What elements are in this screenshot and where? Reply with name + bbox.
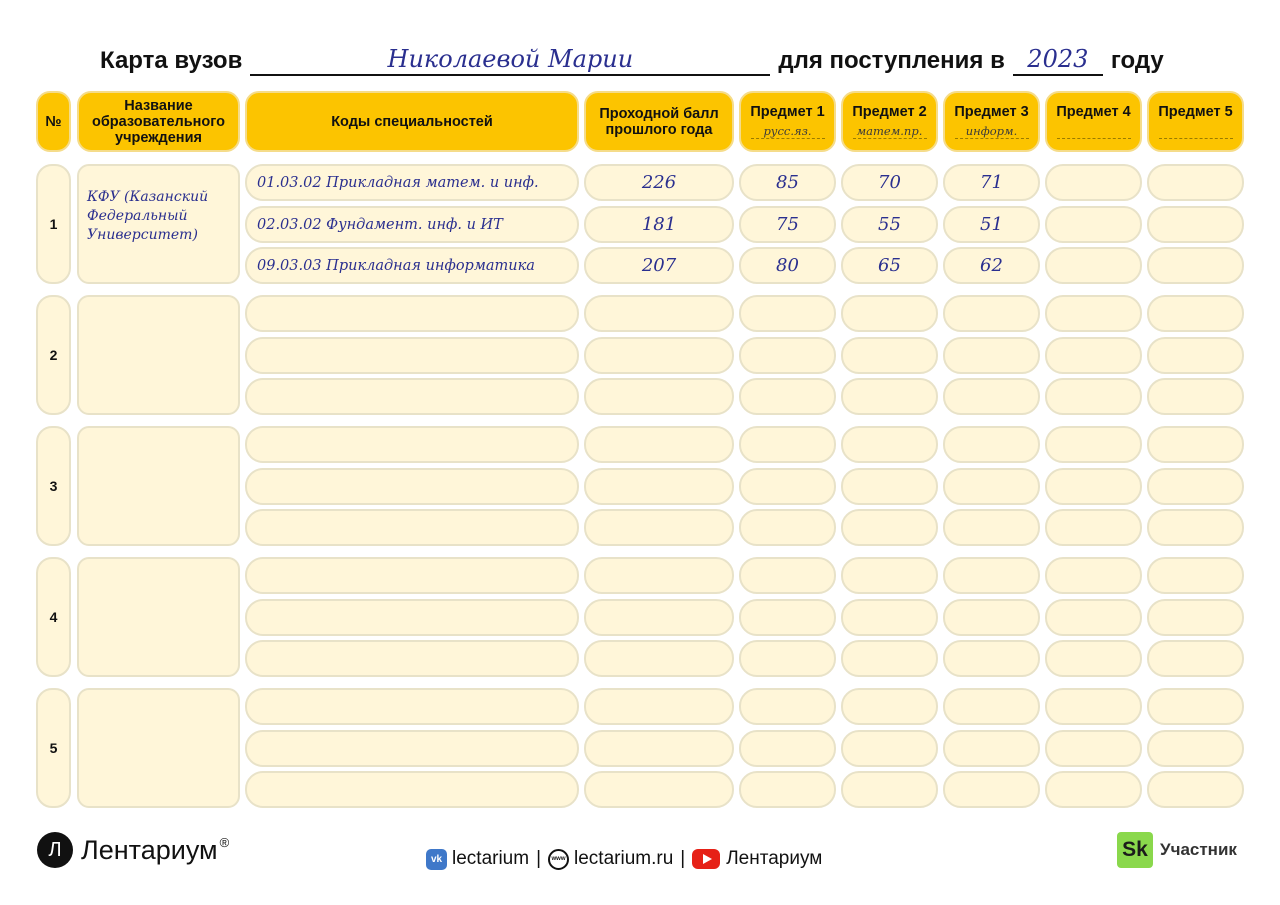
subject-1-score-field[interactable] — [739, 426, 836, 463]
subject-3-score-text: 51 — [980, 214, 1003, 235]
subject-4-score-field[interactable] — [1045, 640, 1142, 677]
subject-5-score-field[interactable] — [1147, 468, 1244, 505]
subject-1-score-field[interactable] — [739, 640, 836, 677]
subject-3-score-field[interactable] — [943, 688, 1040, 725]
subject-3-score-field[interactable] — [943, 426, 1040, 463]
subject-3-score-text: 71 — [980, 172, 1003, 193]
pass-score-field[interactable] — [584, 295, 734, 332]
subject-1-score-field[interactable] — [739, 730, 836, 767]
subject-2-score-field[interactable] — [841, 295, 938, 332]
subject-2-name-field[interactable]: матем.пр. — [853, 124, 927, 139]
subject-3-score-field[interactable] — [943, 164, 1040, 201]
pass-score-field[interactable] — [584, 164, 734, 201]
subject-3-score-field[interactable] — [943, 771, 1040, 808]
subject-4-score-field[interactable] — [1045, 771, 1142, 808]
subject-2-score-field[interactable] — [841, 730, 938, 767]
vk-link[interactable]: lectarium — [452, 848, 530, 869]
subject-5-score-field[interactable] — [1147, 688, 1244, 725]
specialty-code-field[interactable] — [245, 730, 579, 767]
specialty-code-field[interactable] — [245, 557, 579, 594]
header-codes — [245, 91, 579, 152]
separator: | — [536, 848, 542, 869]
subject-4-score-field[interactable] — [1045, 730, 1142, 767]
subject-3-score-text: 62 — [980, 255, 1003, 276]
row-number: 3 — [36, 426, 71, 546]
subject-2-score-text: 70 — [878, 172, 901, 193]
institution-name-field[interactable] — [77, 295, 240, 415]
subject-3-score-field[interactable] — [943, 206, 1040, 243]
subject-2-score-text: 55 — [878, 214, 901, 235]
subject-1-score-field[interactable] — [739, 557, 836, 594]
skolkovo-logo-icon: Sk — [1117, 832, 1153, 868]
student-name-field[interactable]: Николаевой Марии — [250, 45, 770, 76]
institution-name-field[interactable] — [77, 164, 240, 284]
pass-score-field[interactable] — [584, 730, 734, 767]
pass-score-field[interactable] — [584, 247, 734, 284]
pass-score-field[interactable] — [584, 206, 734, 243]
header-number — [36, 91, 71, 152]
specialty-code-field[interactable] — [245, 247, 579, 284]
row-number: 2 — [36, 295, 71, 415]
subject-1-score-field[interactable] — [739, 771, 836, 808]
subject-5-score-field[interactable] — [1147, 206, 1244, 243]
year-field[interactable]: 2023 — [1013, 45, 1103, 76]
institution-name-field[interactable] — [77, 688, 240, 808]
header-subject-4 — [1045, 91, 1142, 152]
subject-1-score-field[interactable] — [739, 378, 836, 415]
title-suffix: году — [1110, 47, 1164, 74]
subject-3-score-field[interactable] — [943, 378, 1040, 415]
social-links — [426, 848, 822, 870]
subject-5-name-field[interactable] — [1159, 124, 1233, 139]
subject-2-score-field[interactable] — [841, 688, 938, 725]
row-number: 4 — [36, 557, 71, 677]
youtube-icon — [692, 849, 720, 869]
subject-4-score-field[interactable] — [1045, 426, 1142, 463]
subject-1-score-field[interactable] — [739, 164, 836, 201]
pass-score-field[interactable] — [584, 557, 734, 594]
subject-1-score-field[interactable] — [739, 599, 836, 636]
subject-5-score-field[interactable] — [1147, 640, 1244, 677]
pass-score-field[interactable] — [584, 688, 734, 725]
header-codes-label: Коды специальностей — [331, 113, 493, 130]
subject-1-score-text: 75 — [776, 214, 799, 235]
subject-2-score-field[interactable] — [841, 378, 938, 415]
subject-3-score-field[interactable] — [943, 468, 1040, 505]
subject-3-score-field[interactable] — [943, 509, 1040, 546]
subject-5-score-field[interactable] — [1147, 247, 1244, 284]
subject-1-score-field[interactable] — [739, 247, 836, 284]
skolkovo-participant-badge — [1117, 832, 1237, 868]
header-pass-score — [584, 91, 734, 152]
specialty-code-field[interactable] — [245, 295, 579, 332]
subject-2-score-field[interactable] — [841, 468, 938, 505]
subject-5-score-field[interactable] — [1147, 730, 1244, 767]
page-title — [100, 36, 1190, 76]
specialty-code-field[interactable] — [245, 771, 579, 808]
subject-2-score-field[interactable] — [841, 337, 938, 374]
subject-2-score-field[interactable] — [841, 206, 938, 243]
institution-name-text: КФУ (Казанский Федеральный Университет) — [87, 189, 209, 243]
subject-3-score-field[interactable] — [943, 295, 1040, 332]
subject-4-label: Предмет 4 — [1056, 104, 1131, 120]
subject-4-score-field[interactable] — [1045, 688, 1142, 725]
pass-score-field[interactable] — [584, 468, 734, 505]
subject-4-score-field[interactable] — [1045, 468, 1142, 505]
subject-5-score-field[interactable] — [1147, 295, 1244, 332]
subject-5-score-field[interactable] — [1147, 599, 1244, 636]
subject-2-score-field[interactable] — [841, 509, 938, 546]
subject-5-label: Предмет 5 — [1158, 104, 1233, 120]
subject-4-score-field[interactable] — [1045, 206, 1142, 243]
subject-2-score-field[interactable] — [841, 247, 938, 284]
youtube-link[interactable]: Лентариум — [726, 848, 823, 869]
subject-2-score-field[interactable] — [841, 557, 938, 594]
specialty-code-field[interactable] — [245, 378, 579, 415]
pass-score-field[interactable] — [584, 378, 734, 415]
separator: | — [680, 848, 686, 869]
subject-4-score-field[interactable] — [1045, 557, 1142, 594]
subject-1-score-field[interactable] — [739, 206, 836, 243]
specialty-code-field[interactable] — [245, 509, 579, 546]
subject-2-score-field[interactable] — [841, 164, 938, 201]
specialty-code-field[interactable] — [245, 599, 579, 636]
subject-5-score-field[interactable] — [1147, 378, 1244, 415]
subject-4-score-field[interactable] — [1045, 509, 1142, 546]
subject-1-score-field[interactable] — [739, 337, 836, 374]
header-subject-1 — [739, 91, 836, 152]
lectarium-logo — [37, 832, 229, 868]
title-prefix: Карта вузов — [100, 47, 243, 74]
subject-5-score-field[interactable] — [1147, 337, 1244, 374]
institution-name-field[interactable] — [77, 426, 240, 546]
website-link[interactable]: lectarium.ru — [574, 848, 674, 869]
subject-3-label: Предмет 3 — [954, 104, 1029, 120]
subject-2-score-field[interactable] — [841, 640, 938, 677]
subject-4-name-field[interactable] — [1057, 124, 1131, 139]
pass-score-field[interactable] — [584, 337, 734, 374]
subject-4-score-field[interactable] — [1045, 337, 1142, 374]
subject-3-score-field[interactable] — [943, 557, 1040, 594]
institution-name-field[interactable] — [77, 557, 240, 677]
row-number: 5 — [36, 688, 71, 808]
specialty-code-field[interactable] — [245, 164, 579, 201]
registered-mark: ® — [219, 834, 230, 850]
lectarium-logo-text: Лентариум — [81, 834, 218, 865]
subject-1-name-field[interactable]: русс.яз. — [751, 124, 825, 139]
subject-2-score-field[interactable] — [841, 771, 938, 808]
pass-score-text: 207 — [641, 255, 677, 276]
specialty-code-text: 09.03.03 Прикладная информатика — [257, 257, 535, 274]
subject-1-score-field[interactable] — [739, 295, 836, 332]
vk-icon: vk — [426, 849, 447, 870]
header-number-label: № — [45, 113, 62, 130]
title-middle: для поступления в — [778, 47, 1005, 74]
subject-1-score-text: 80 — [776, 255, 799, 276]
subject-3-score-field[interactable] — [943, 640, 1040, 677]
subject-3-score-field[interactable] — [943, 337, 1040, 374]
subject-4-score-field[interactable] — [1045, 599, 1142, 636]
specialty-code-text: 02.03.02 Фундамент. инф. и ИТ — [257, 216, 503, 233]
subject-1-score-field[interactable] — [739, 509, 836, 546]
pass-score-field[interactable] — [584, 426, 734, 463]
subject-4-score-field[interactable] — [1045, 164, 1142, 201]
subject-3-score-field[interactable] — [943, 730, 1040, 767]
subject-4-score-field[interactable] — [1045, 378, 1142, 415]
subject-2-label: Предмет 2 — [852, 104, 927, 120]
pass-score-field[interactable] — [584, 771, 734, 808]
subject-5-score-field[interactable] — [1147, 509, 1244, 546]
header-subject-2 — [841, 91, 938, 152]
subject-3-score-field[interactable] — [943, 247, 1040, 284]
subject-4-score-field[interactable] — [1045, 295, 1142, 332]
subject-1-score-field[interactable] — [739, 468, 836, 505]
specialty-code-field[interactable] — [245, 468, 579, 505]
participant-label: Участник — [1160, 840, 1237, 859]
globe-icon: www — [548, 849, 569, 870]
subject-5-score-field[interactable] — [1147, 771, 1244, 808]
subject-2-score-field[interactable] — [841, 426, 938, 463]
lectarium-logo-icon: Л — [37, 832, 73, 868]
specialty-code-field[interactable] — [245, 426, 579, 463]
header-pass-score-label: Проходной балл прошлого года — [599, 105, 719, 138]
subject-5-score-field[interactable] — [1147, 426, 1244, 463]
specialty-code-field[interactable] — [245, 688, 579, 725]
specialty-code-text: 01.03.02 Прикладная матем. и инф. — [257, 174, 539, 191]
header-institution — [77, 91, 240, 152]
pass-score-text: 181 — [641, 214, 677, 235]
subject-5-score-field[interactable] — [1147, 164, 1244, 201]
subject-1-score-field[interactable] — [739, 688, 836, 725]
subject-2-score-text: 65 — [878, 255, 901, 276]
pass-score-text: 226 — [641, 172, 677, 193]
header-institution-label: Название образовательного учреждения — [91, 97, 225, 146]
pass-score-field[interactable] — [584, 509, 734, 546]
pass-score-field[interactable] — [584, 640, 734, 677]
subject-4-score-field[interactable] — [1045, 247, 1142, 284]
pass-score-field[interactable] — [584, 599, 734, 636]
subject-1-score-text: 85 — [776, 172, 799, 193]
subject-5-score-field[interactable] — [1147, 557, 1244, 594]
subject-2-score-field[interactable] — [841, 599, 938, 636]
header-subject-5 — [1147, 91, 1244, 152]
specialty-code-field[interactable] — [245, 337, 579, 374]
row-number: 1 — [36, 164, 71, 284]
header-subject-3 — [943, 91, 1040, 152]
specialty-code-field[interactable] — [245, 640, 579, 677]
subject-3-score-field[interactable] — [943, 599, 1040, 636]
subject-1-label: Предмет 1 — [750, 104, 825, 120]
subject-3-name-field[interactable]: информ. — [955, 124, 1029, 139]
specialty-code-field[interactable] — [245, 206, 579, 243]
